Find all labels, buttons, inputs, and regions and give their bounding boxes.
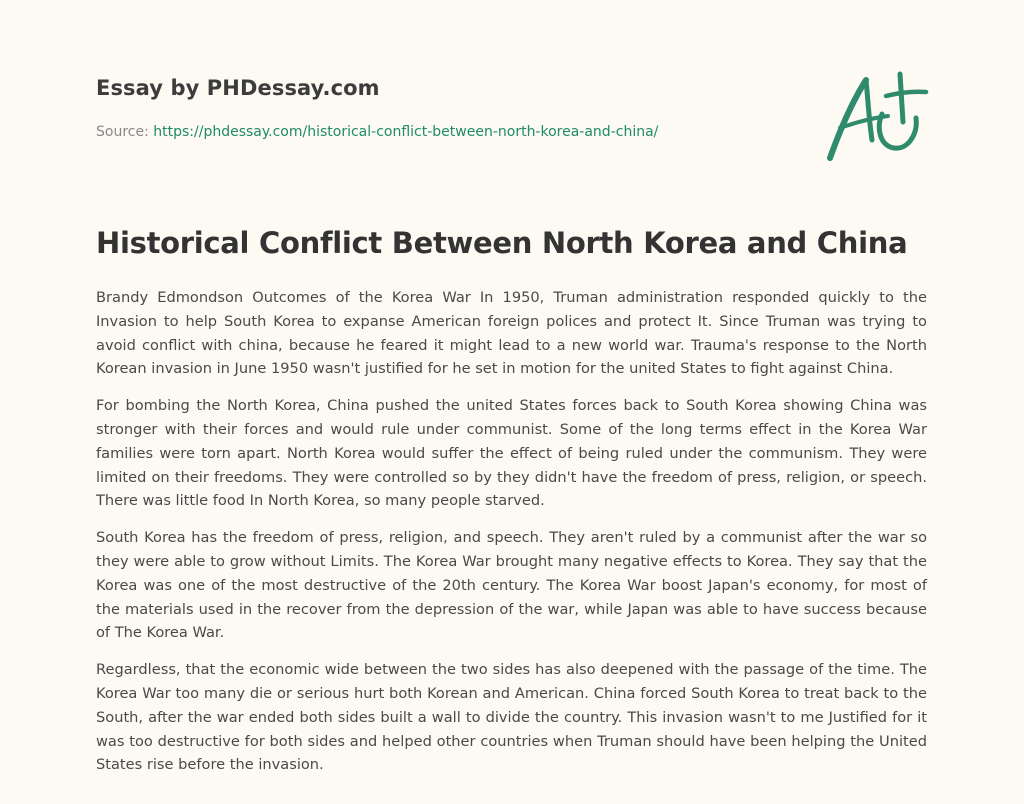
source-label: Source: xyxy=(96,124,149,140)
essay-paragraph: Brandy Edmondson Outcomes of the Korea War In 1950, Truman administration responded quickly to the Invasion to help South Korea to expanse American foreign polices and protect It. Since Truman was trying to avoid conflict with china, because he feared it might lead to a new world war. Trauma's response to the North Korean invasion in June 1950 wasn't justified for he set in motion for the united States to fight against China. xyxy=(96,289,927,378)
essay-title: Historical Conflict Between North Korea and China xyxy=(96,226,908,260)
essay-paragraph: For bombing the North Korea, China pushed the united States forces back to South Korea showing China was stronger with their forces and would rule under communist. Some of the long terms effect in the Korea War families were torn apart. North Korea would suffer the effect of being ruled under the communism. They were limited on their freedoms. They were controlled so by they didn't have the freedom of press, religion, or speech. There was little food In North Korea, so many people starved. xyxy=(96,397,927,510)
source-line xyxy=(96,124,658,140)
essay-paragraph: South Korea has the freedom of press, religion, and speech. They aren't ruled by a communist after the war so they were able to grow without Limits. The Korea War brought many negative effects to Korea. They say that the Korea was one of the most destructive of the 20th century. The Korea War boost Japan's economy, for most of the materials used in the recover from the depression of the war, while Japan was able to have success because of The Korea War. xyxy=(96,529,927,642)
essay-paragraph: Regardless, that the economic wide between the two sides has also deepened with the passage of the time. The Korea War too many die or serious hurt both Korean and American. China forced South Korea to treat back to the South, after the war ended both sides built a wall to divide the country. This invasion wasn't to me Justified for it was too destructive for both sides and helped other countries when Truman should have been helping the United States rise before the invasion. xyxy=(96,661,927,774)
site-brand: Essay by PHDessay.com xyxy=(96,76,380,100)
a-plus-grade-icon xyxy=(822,66,930,166)
source-link[interactable]: https://phdessay.com/historical-conflict-between-north-korea-and-china/ xyxy=(153,124,659,140)
essay-body xyxy=(96,286,927,790)
